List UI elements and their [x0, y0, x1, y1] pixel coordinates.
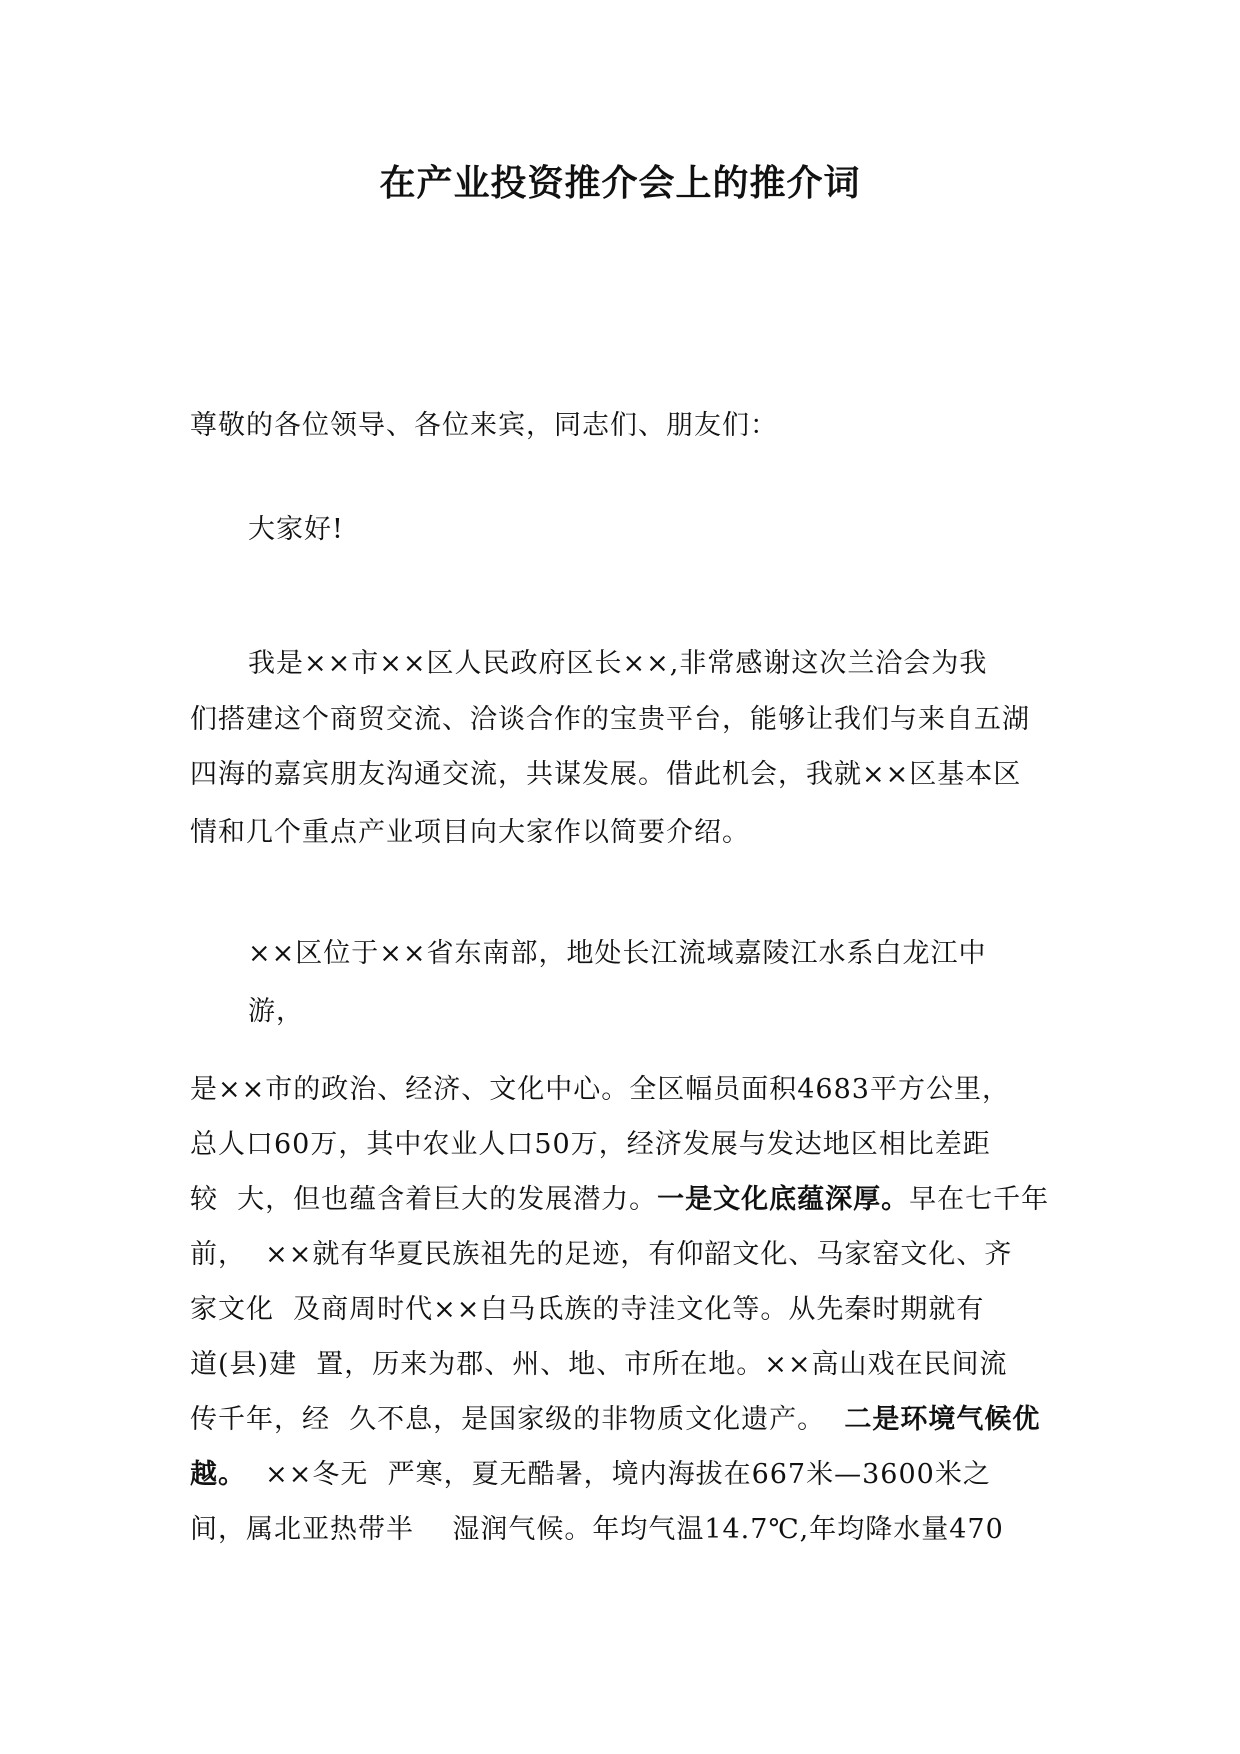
- paragraph-line: 间，属北亚热带半 湿润气候。年均气温14.7℃,年均降水量470: [190, 1514, 1004, 1545]
- paragraph-line: 前， ××就有华夏民族祖先的足迹，有仰韶文化、马家窑文化、齐: [190, 1239, 1013, 1270]
- paragraph-line: [190, 1402, 1040, 1438]
- paragraph-line: 们搭建这个商贸交流、洽谈合作的宝贵平台，能够让我们与来自五湖: [190, 704, 1030, 735]
- paragraph-line: 道(县)建 置，历来为郡、州、地、市所在地。××高山戏在民间流: [190, 1349, 1008, 1380]
- text-run: 早在七千年: [909, 1184, 1050, 1215]
- paragraph-line: 家文化 及商周时代××白马氐族的寺洼文化等。从先秦时期就有: [190, 1294, 985, 1325]
- paragraph-line: 是××市的政治、经济、文化中心。全区幅员面积4683平方公里，: [190, 1074, 1010, 1105]
- salutation: 尊敬的各位领导、各位来宾，同志们、朋友们：: [190, 410, 778, 441]
- bold-heading-climate-end: 越。: [190, 1459, 246, 1490]
- paragraph-line: ××区位于××省东南部，地处长江流域嘉陵江水系白龙江中: [248, 938, 987, 969]
- text-run: 较 大，但也蕴含着巨大的发展潜力。: [190, 1184, 658, 1215]
- paragraph-line: [190, 1457, 991, 1493]
- text-run: ××冬无 严寒，夏无酷暑，境内海拔在667米—3600米之: [246, 1459, 991, 1490]
- paragraph-line: 游，: [248, 996, 304, 1027]
- bold-heading-climate: 二是环境气候优: [844, 1404, 1041, 1435]
- paragraph-line: [190, 1182, 1049, 1218]
- document-title: 在产业投资推介会上的推介词: [379, 163, 861, 204]
- bold-heading-culture: 一是文化底蕴深厚。: [657, 1184, 910, 1215]
- paragraph-line: 四海的嘉宾朋友沟通交流，共谋发展。借此机会，我就××区基本区: [190, 759, 1022, 790]
- paragraph-line: 总人口60万，其中农业人口50万，经济发展与发达地区相比差距: [190, 1129, 991, 1160]
- text-run: 传千年，经 久不息，是国家级的非物质文化遗产。: [190, 1404, 845, 1435]
- paragraph-line: 情和几个重点产业项目向大家作以简要介绍。: [190, 817, 750, 848]
- paragraph-line: 我是××市××区人民政府区长××,非常感谢这次兰洽会为我: [248, 648, 988, 679]
- greeting: 大家好!: [248, 514, 344, 545]
